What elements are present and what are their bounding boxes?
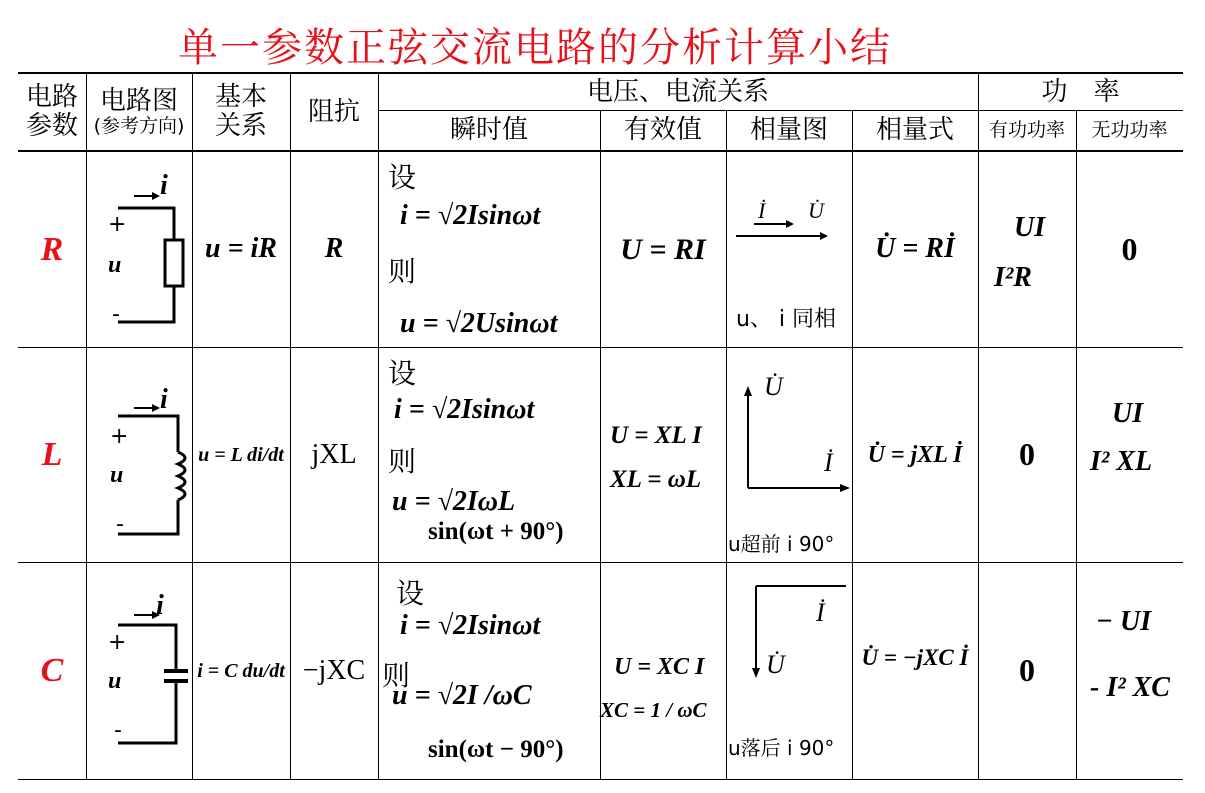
rms-l-2: XL = ωL — [610, 466, 702, 493]
active-power-r-1: UI — [1014, 212, 1046, 243]
instant-set-c: 设 — [396, 577, 425, 610]
phasor-formula-c: U̇ = −jXC İ — [861, 645, 969, 671]
circuit-voltage-label-c: u — [108, 668, 122, 694]
instant-then-l: 则 — [388, 445, 417, 478]
rms-r: U = RI — [620, 233, 706, 266]
phasor-u-label-r: U̇ — [808, 198, 824, 223]
instant-i-r: i = √2Isinωt — [400, 200, 541, 231]
circuit-current-label-c: i — [156, 590, 164, 621]
instant-i-l: i = √2Isinωt — [394, 394, 535, 425]
instant-then-r: 则 — [388, 255, 417, 288]
instant-set-r: 设 — [388, 161, 417, 194]
phasor-note-c: u落后 i 90° — [728, 736, 835, 760]
row-label-r: R — [40, 230, 64, 268]
instant-set-l: 设 — [388, 357, 417, 390]
instant-u-c: u = √2I /ωC — [392, 680, 532, 711]
rms-c-1: U = XC I — [614, 654, 705, 680]
active-power-c: 0 — [1019, 652, 1035, 689]
circuit-voltage-label: u — [108, 252, 122, 278]
circuit-current-label: i — [160, 170, 168, 201]
reactive-power-l-1: UI — [1112, 398, 1144, 429]
phasor-u-label-l: U̇ — [764, 372, 783, 401]
header-basic — [192, 76, 290, 148]
impedance-r: R — [324, 233, 344, 265]
reactive-power-r: 0 — [1121, 230, 1138, 267]
page-title: 单一参数正弦交流电路的分析计算小结 — [178, 25, 892, 71]
instant-u-r: u = √2Usinωt — [400, 308, 558, 339]
circuit-plus-label: + — [108, 212, 127, 237]
instant-then-c: 则 — [382, 659, 411, 692]
reactive-power-c-2: - I² XC — [1090, 672, 1170, 703]
header-power: 功 率 — [1041, 76, 1120, 107]
header-param-line1: 电路 — [25, 82, 78, 113]
header-impedance: 阻抗 — [307, 96, 360, 127]
impedance-l: jXL — [311, 438, 357, 470]
header-active-power: 有功功率 — [988, 119, 1065, 142]
phasor-u-label-c: U̇ — [766, 650, 785, 679]
impedance-c: −jXC — [302, 654, 366, 686]
circuit-plus-label-l: + — [110, 424, 129, 449]
rms-c-2: XC = 1 / ωC — [600, 698, 707, 722]
phasor-note-r: u、 i 同相 — [736, 307, 837, 332]
circuit-minus-label: - — [112, 302, 120, 327]
reactive-power-l-2: I² XL — [1090, 446, 1153, 477]
circuit-minus-label-c: - — [114, 718, 122, 743]
header-param-line2: 参数 — [25, 111, 78, 141]
phasor-formula-l: U̇ = jXL İ — [867, 441, 963, 468]
row-label-l: L — [41, 436, 63, 474]
instant-u-c-phase: sin(ωt − 90°) — [428, 736, 564, 763]
header-diagram-line2: (参考方向) — [93, 114, 185, 137]
header-vi-relation: 电压、电流关系 — [586, 76, 769, 107]
row-label-c: C — [40, 652, 64, 690]
active-power-r-2: I²R — [994, 262, 1032, 293]
header-basic-line2: 关系 — [214, 111, 267, 141]
header-phasor-formula: 相量式 — [875, 115, 954, 146]
header-diagram — [86, 76, 192, 148]
phasor-note-l: u超前 i 90° — [728, 532, 835, 556]
basic-relation-c: i = C du/dt — [197, 660, 285, 682]
reactive-power-c-1: − UI — [1096, 606, 1152, 637]
active-power-l: 0 — [1019, 436, 1035, 473]
phasor-formula-r: U̇ = Rİ — [875, 233, 955, 265]
header-diagram-line1: 电路图 — [99, 86, 178, 117]
phasor-i-label-r: İ — [758, 198, 766, 223]
header-param — [18, 76, 86, 148]
phasor-i-label-l: İ — [824, 448, 833, 477]
header-basic-line1: 基本 — [214, 82, 267, 113]
basic-relation-l: u = L di/dt — [198, 444, 284, 466]
header-rms: 有效值 — [623, 115, 702, 146]
basic-relation-r: u = iR — [205, 233, 277, 265]
header-instant: 瞬时值 — [449, 115, 528, 146]
circuit-plus-label-c: + — [108, 630, 127, 655]
instant-u-l: u = √2IωL — [392, 486, 516, 517]
header-phasor-diagram: 相量图 — [749, 115, 828, 146]
phasor-i-label-c: İ — [816, 598, 825, 627]
circuit-minus-label-l: - — [116, 512, 124, 537]
instant-u-l-phase: sin(ωt + 90°) — [428, 518, 564, 545]
circuit-voltage-label-l: u — [110, 462, 124, 488]
rms-l-1: U = XL I — [610, 422, 702, 449]
circuit-current-label-l: i — [160, 384, 168, 415]
instant-i-c: i = √2Isinωt — [400, 610, 541, 641]
header-reactive-power: 无功功率 — [1091, 119, 1168, 142]
